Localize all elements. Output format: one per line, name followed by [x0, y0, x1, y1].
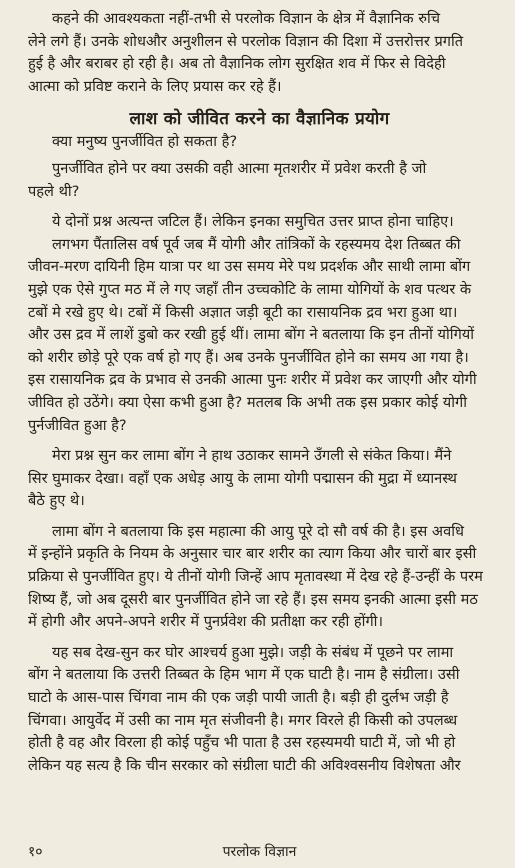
text-line: बोंग ने बतलाया कि उत्तरी तिब्बत के हिम भाग में एक घाटी है। नाम है संग्रीला। उसी: [28, 666, 460, 684]
text-line: और उस द्रव में लाशें डुबो कर रखी हुई थीं। लामा बोंग ने बतलाया कि इन तीनों योगियों: [28, 326, 475, 344]
revive-paragraph: [28, 158, 491, 203]
text-line: मेरा प्रश्न सुन कर लामा बोंग ने हाथ उठाकर सामने उँगली से संकेत किया। मैंने: [52, 447, 452, 465]
book-title: परलोक विज्ञान: [222, 844, 297, 860]
text-line: यह सब देख-सुन कर घोर आश्चर्य हुआ मुझे। जड़ी के संबंध में पूछने पर लामा: [52, 643, 454, 661]
text-line: कहने की आवश्यकता नहीं-तभी से परलोक विज्ञान के क्षेत्र में वैज्ञानिक रुचि: [52, 10, 441, 27]
text-line: लगभग पैंतालिस वर्ष पूर्व जब मैं योगी और तांत्रिकों के रहस्यमय देश तिब्बत की: [52, 235, 461, 253]
text-line: लामा बोंग ने बतलाया कि इस महात्मा की आयु पूरे दो सौ वर्ष की है। इस अवधि: [52, 522, 464, 540]
text-line: क्या मनुष्य पुनर्जीवित हो सकता है?: [52, 133, 238, 151]
page-footer: [28, 842, 491, 862]
question-paragraph: [28, 131, 491, 154]
top-paragraph: [28, 8, 491, 98]
text-line: लेने लगे हैं। उनके शोधऔर अनुशीलन से परलोक विज्ञान की दिशा में उत्तरोत्तर प्रगति: [28, 32, 464, 50]
text-line: सिर घुमाकर देखा। वहाँ एक अधेड़ आयु के लामा योगी पद्मासन की मुद्रा में ध्यानस्थ: [28, 469, 457, 487]
text-line: टबों मे रखे हुए थे। टबों में किसी अज्ञात जड़ी बूटी का रासायनिक द्रव भरा हुआ था।: [28, 303, 458, 321]
text-line: को शरीर छोड़े पूरे एक वर्ष हो गए हैं। अब उनके पुनर्जीवित होने का समय आ गया है।: [28, 348, 469, 366]
page-number: १०: [28, 844, 43, 860]
text-line: जीवित हो उठेंगे। क्या ऐसा कभी हुआ है? मतलब कि अभी तक इस प्रकार कोई योगी: [28, 393, 467, 411]
age-paragraph: [28, 521, 491, 634]
text-line: घाटो के आस-पास चिंगवा नाम की एक जड़ी पायी जाती है। बड़ी ही दुर्लभ जड़ी है: [28, 689, 449, 707]
tibet-paragraph: [28, 211, 491, 437]
text-line: चिंगवा। आयुर्वेद में उसी का नाम मृत संजीवनी है। मगर विरले ही किसी को उपलब्ध: [28, 711, 458, 729]
text-line: पुनर्जीवित होने पर क्या उसकी वही आत्मा मृतशरीर में प्रवेश करती है जो: [52, 159, 427, 177]
text-line: में इन्होंने प्रकृति के नियम के अनुसार चार बार शरीर का त्याग किया और चारों बार इसी: [28, 545, 477, 563]
text-line: जीवन-मरण दायिनी हिम यात्रा पर था उस समय मेरे पथ प्रदर्शक और साथी लामा बोंग: [28, 258, 471, 276]
lama-paragraph: [28, 445, 491, 513]
text-line: पुर्नजीवित हुआ है?: [28, 416, 127, 434]
text-line: इस रासायनिक द्रव के प्रभाव से उनकी आत्मा पुनः शरीर में प्रवेश कर जाएगी और योगी: [28, 371, 477, 389]
section-heading: लाश को जीवित करने का वैज्ञानिक प्रयोग: [129, 109, 390, 130]
text-line: लेकिन यह सत्य है कि चीन सरकार को संग्रीला घाटी की अविश्वसनीय विशेषता और: [28, 756, 461, 774]
text-line: आत्मा को प्रविष्ट कराने के लिए प्रयास कर रहे हैं।: [28, 77, 282, 95]
text-line: होती है वह और विरला ही कोई पहुँच भी पाता है उस रहस्यमयी घाटी में, जो भी हो: [28, 734, 456, 752]
herb-paragraph: [28, 642, 491, 778]
text-line: शिष्य हैं, जो अब दूसरी बार पुनर्जीवित होने जा रहे हैं। इस समय इनकी आत्मा इसी मठ: [28, 590, 478, 608]
text-line: पहले थी?: [28, 182, 80, 200]
text-line: प्रक्रिया से पुनर्जीवित हुए। ये तीनों योगी जिन्हें आप मृतावस्था में देख रहे हैं-उन्हीं के परम: [28, 568, 483, 586]
text-line: हुई है और बराबर हो रही है। अब तो वैज्ञानिक लोग सुरक्षित शव में फिर से विदेही: [28, 55, 446, 73]
text-line: मुझे एक ऐसे गुप्त मठ में ले गए जहाँ तीन उच्चकोटि के लामा योगियों के शव पत्थर के: [28, 280, 472, 298]
text-line: ये दोनों प्रश्न अत्यन्त जटिल हैं। लेकिन इनका समुचित उत्तर प्राप्त होना चाहिए।: [52, 213, 454, 231]
text-line: में होगी और अपने-अपने शरीर में पुनर्प्रवेश की प्रतीक्षा कर रही होंगी।: [28, 613, 383, 631]
text-line: बैठे हुए थे।: [28, 492, 85, 510]
